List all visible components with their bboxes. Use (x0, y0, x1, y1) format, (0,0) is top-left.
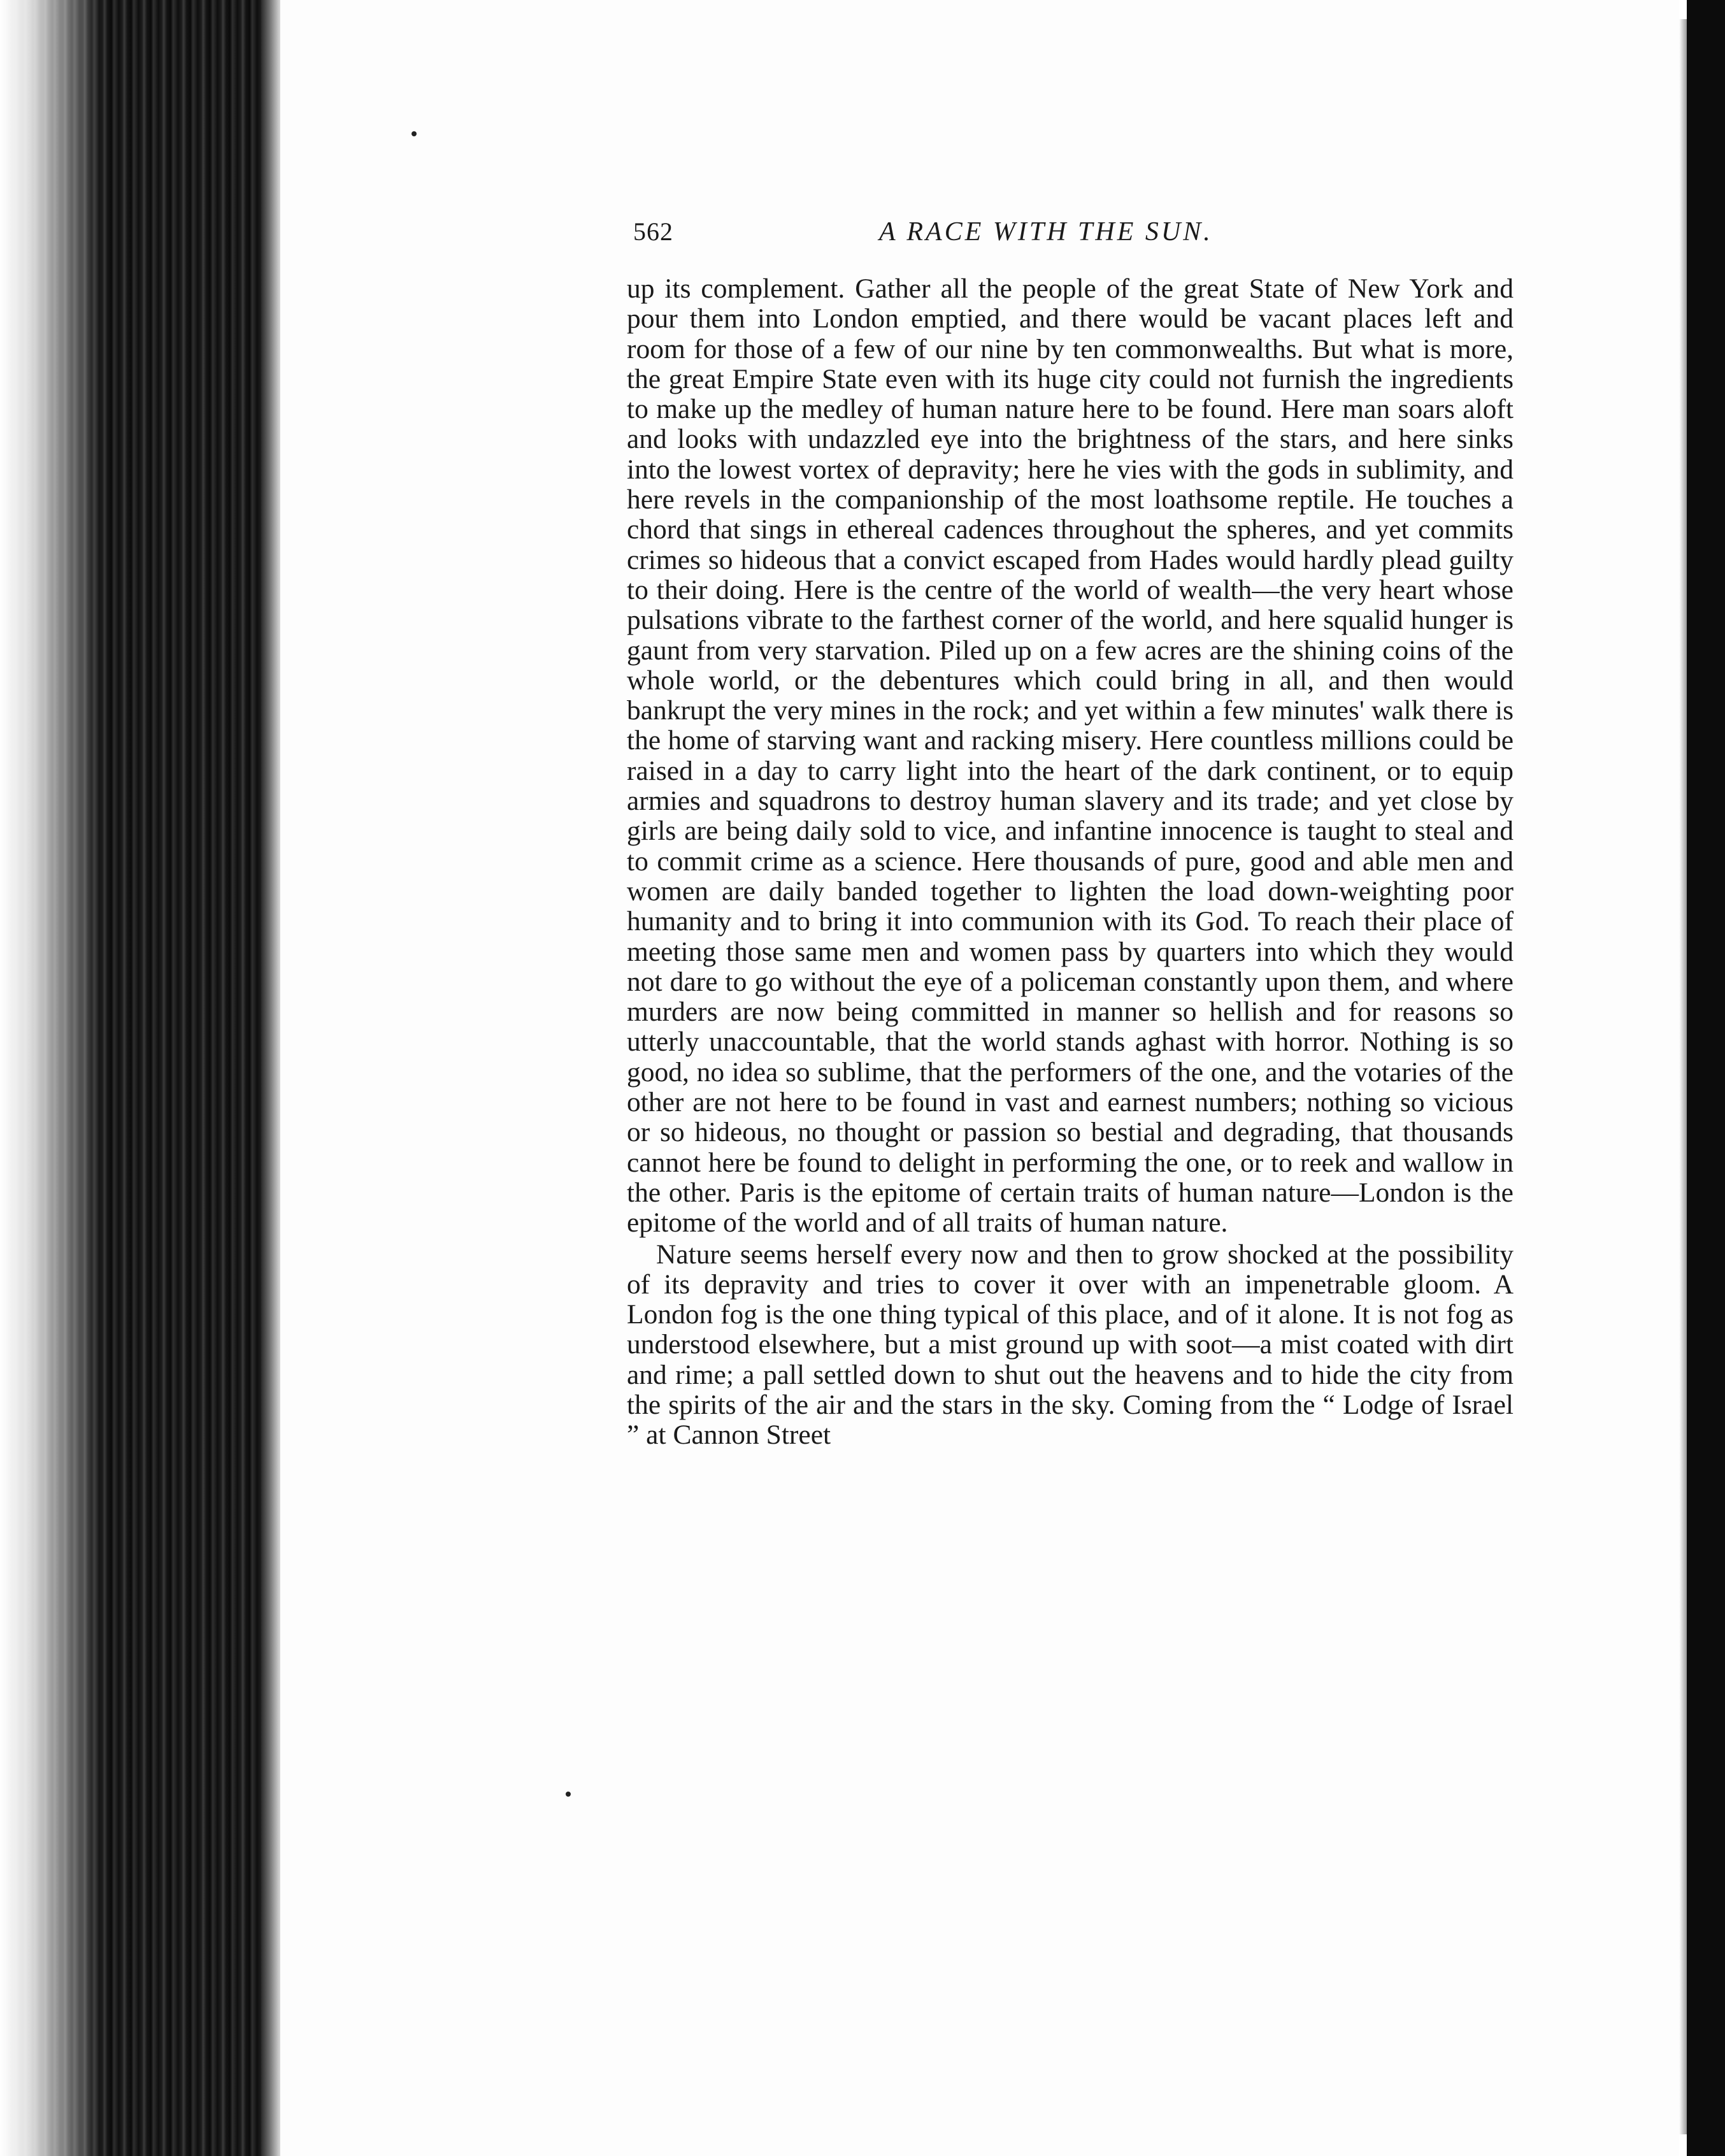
right-frame (1687, 0, 1725, 2156)
scan-speck (412, 131, 417, 136)
body-text (627, 274, 1514, 1451)
gutter-shadow (261, 0, 280, 2156)
running-title: A RACE WITH THE SUN. (879, 217, 1213, 247)
paragraph: Nature seems herself every now and then to grow shocked at the possibility of its depravity and tries to cover it over with an impenetrable gloom. A London fog is the one thing typical of this place, and of it alone. It is not fog as understood elsewhere, but a mist ground up with soot—a mist coated with dirt and rime; a pall settled down to shut out the heavens and to hide the city from the spirits of the air and the stars in the sky. Coming from the “ Lodge of Israel ” at Cannon Street (627, 1239, 1514, 1451)
paragraph: up its complement. Gather all the people of the great State of New York and pour them into London emptied, and there would be vacant places left and room for those of a few of our nine by ten commonwealths. But what is more, the great Empire State even with its huge city could not furnish the ingredients to make up the medley of human nature here to be found. Here man soars aloft and looks with undazzled eye into the brightness of the stars, and here sinks into the lowest vortex of depravity; here he vies with the gods in sublimity, and here revels in the companionship of the most loathsome reptile. He touches a chord that sings in ethereal cadences throughout the spheres, and yet commits crimes so hideous that a convict escaped from Hades would hardly plead guilty to their doing. Here is the centre of the world of wealth—the very heart whose pulsations vibrate to the farthest corner of the world, and here squalid hunger is gaunt from very starvation. Piled up on a few acres are the shining coins of the whole world, or the debentures which could bring in all, and then would bankrupt the very mines in the rock; and yet within a few minutes' walk there is the home of starving want and racking misery. Here countless millions could be raised in a day to carry light into the heart of the dark continent, or to equip armies and squadrons to destroy human slavery and its trade; and yet close by girls are being daily sold to vice, and infantine innocence is taught to steal and to commit crime as a science. Here thousands of pure, good and able men and women are daily banded together to lighten the load down-weighting poor humanity and to bring it into communion with its God. To reach their place of meeting those same men and women pass by quarters into which they would not dare to go without the eye of a policeman constantly upon them, and where murders are now being committed in manner so hellish and for reasons so utterly unaccountable, that the world stands aghast with horror. Nothing is so good, no idea so sublime, that the performers of the one, and the votaries of the other are not here to be found in vast and earnest numbers; nothing so vicious or so hideous, no thought or passion so bestial and degrading, that thousands cannot here be found to delight in performing the one, or to reek and wallow in the other. Paris is the epitome of certain traits of human nature—London is the epitome of the world and of all traits of human nature. (627, 273, 1514, 1239)
page-edge-shadow (1679, 19, 1687, 2134)
page-number: 562 (633, 217, 673, 246)
scan-margin (0, 0, 102, 2156)
page-header (633, 217, 1512, 255)
scan-speck (566, 1792, 571, 1797)
